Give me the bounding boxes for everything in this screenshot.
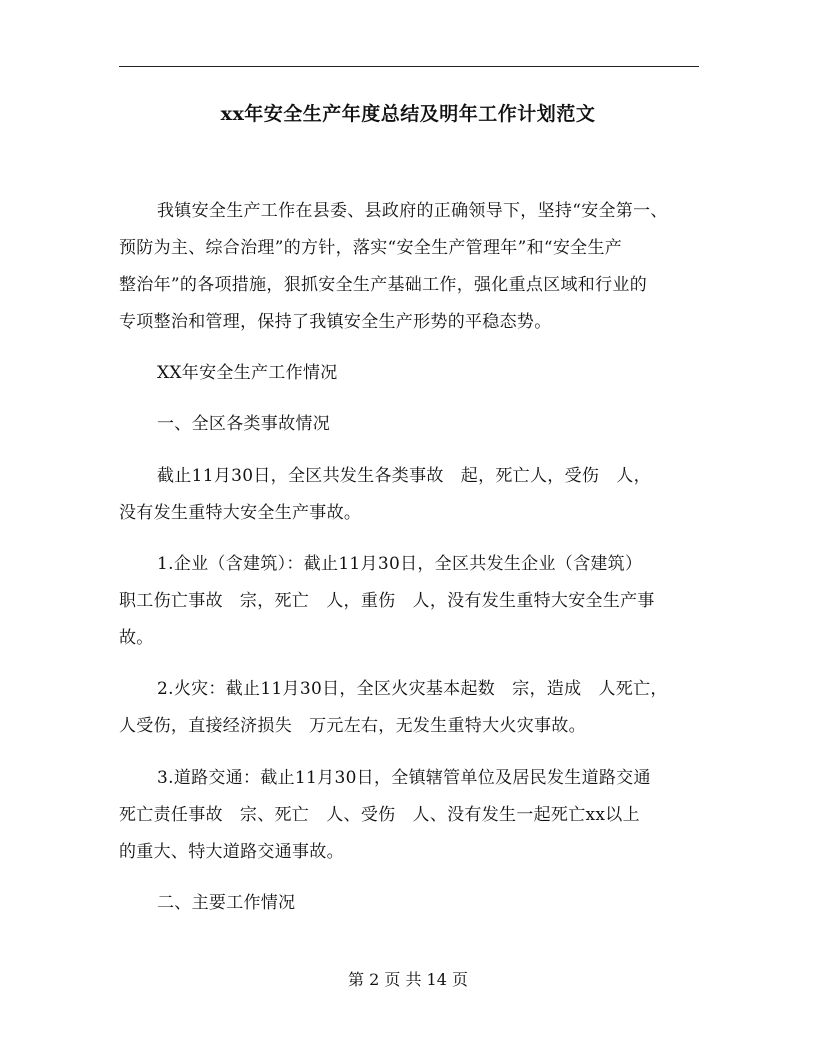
text-line: 我镇安全生产工作在县委、县政府的正确领导下，坚持“安全第一、 [157,201,668,221]
text-line: 人受伤，直接经济损失 万元左右，无发生重特大火灾事故。 [119,716,586,736]
document-title: xx年安全生产年度总结及明年工作计划范文 [220,103,596,125]
text-line: 的重大、特大道路交通事故。 [119,842,344,862]
text-line: 截止11月30日，全区共发生各类事故 起，死亡人，受伤 人， [157,466,651,486]
text-line: 预防为主、综合治理”的方针，落实“安全生产管理年”和“安全生产 [119,238,623,258]
text-line: 专项整治和管理，保持了我镇安全生产形势的平稳态势。 [119,312,552,332]
text-line: 一、全区各类事故情况 [157,414,330,434]
text-line: 1.企业（含建筑）：截止11月30日，全区共发生企业（含建筑） [157,554,643,574]
text-line: 职工伤亡事故 宗，死亡 人，重伤 人，没有发生重特大安全生产事 [119,591,655,611]
page-number-footer: 第 2 页 共 14 页 [348,970,468,989]
text-line: 故。 [119,628,154,648]
text-line: 死亡责任事故 宗、死亡 人、受伤 人、没有发生一起死亡xx以上 [119,805,640,825]
text-line: 没有发生重特大安全生产事故。 [119,503,362,523]
text-line: 2.火灾：截止11月30日，全区火灾基本起数 宗，造成 人死亡， [157,679,668,699]
text-line: 3.道路交通：截止11月30日，全镇辖管单位及居民发生道路交通 [157,768,651,788]
text-line: 整治年”的各项措施，狠抓安全生产基础工作，强化重点区域和行业的 [119,275,647,295]
text-line: 二、主要工作情况 [157,893,296,913]
header-rule [119,66,699,67]
text-line: XX年安全生产工作情况 [157,363,338,383]
